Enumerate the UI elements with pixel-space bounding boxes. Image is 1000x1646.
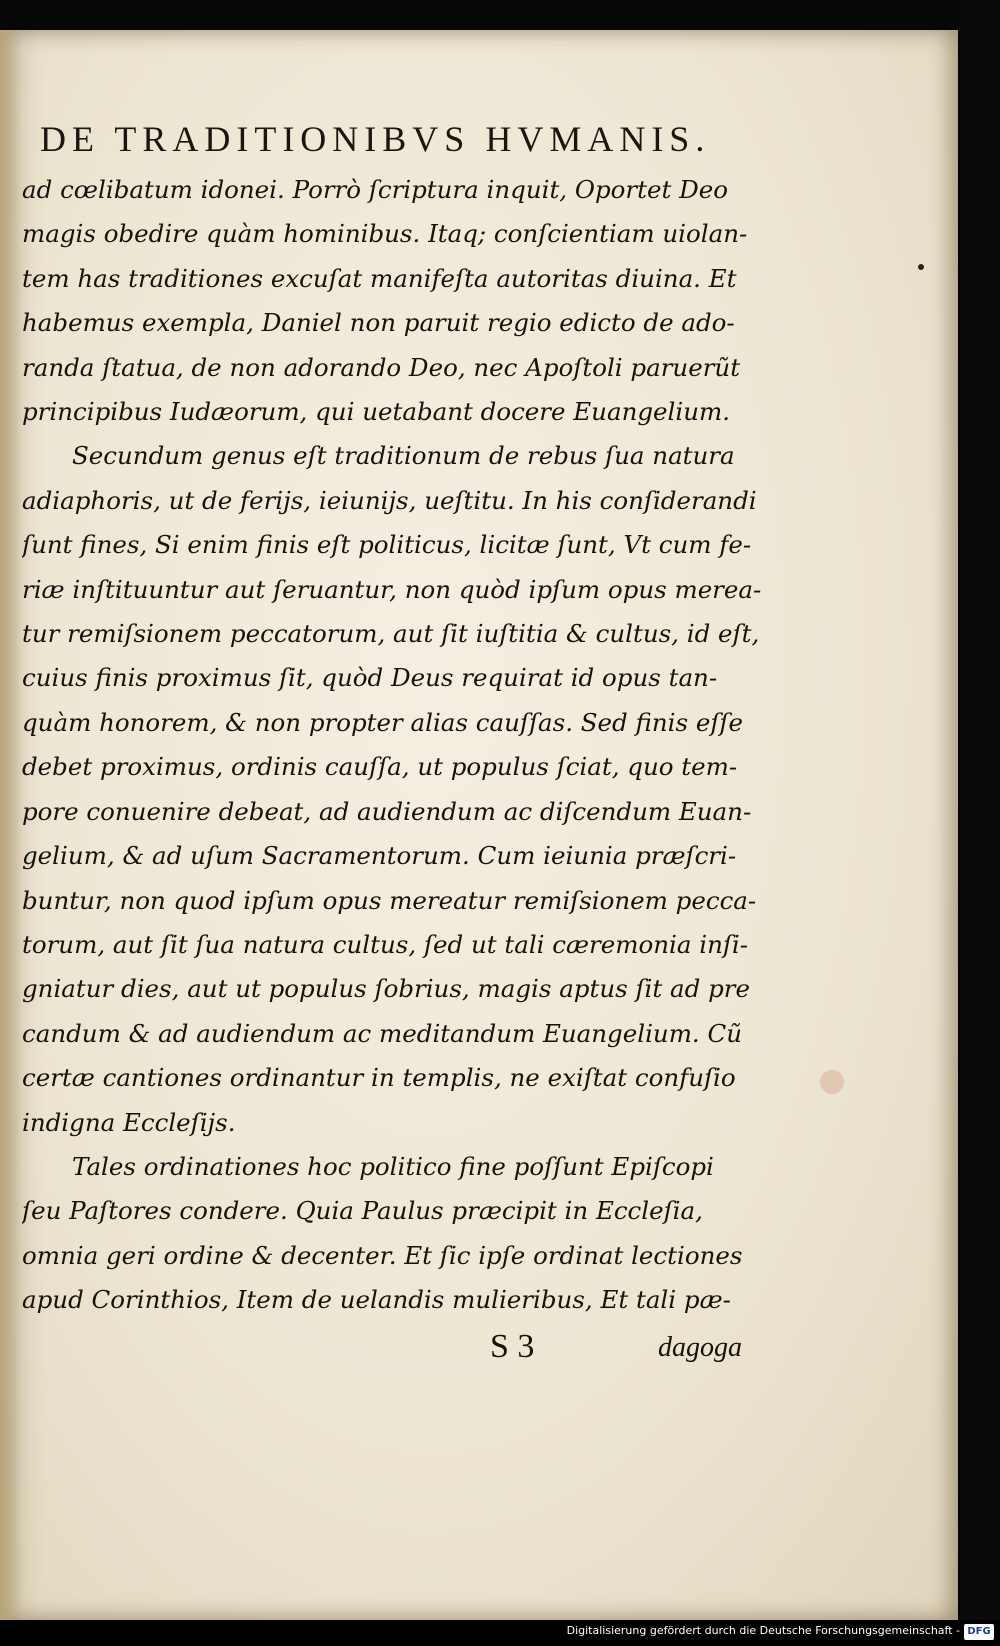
paper-stain	[820, 1070, 844, 1094]
text-line: torum, aut ſit ſua natura cultus, ſed ut tali cæremonia inſi-	[22, 929, 749, 959]
text-line: certæ cantiones ordinantur in templis, ne exiſtat confuſio	[22, 1063, 736, 1093]
text-line: gelium, & ad uſum Sacramentorum. Cum ieiunia præſcri-	[22, 841, 737, 871]
dfg-logo-icon: DFG	[964, 1624, 994, 1640]
book-page	[0, 30, 958, 1620]
text-line: cuius finis proximus ſit, quòd Deus requirat id opus tan-	[22, 663, 718, 693]
scan-right-border	[960, 0, 1000, 1646]
signature-mark: S 3	[490, 1328, 535, 1365]
text-line: adiaphoris, ut de ferijs, ieiunijs, ueſtitu. In his conſiderandi	[22, 485, 757, 515]
running-head: DE TRADITIONIBVS HVMANIS.	[40, 119, 711, 159]
text-line: buntur, non quod ipſum opus mereatur remiſsionem pecca-	[22, 885, 757, 915]
text-line: indigna Eccleſijs.	[22, 1107, 236, 1137]
text-line: omnia geri ordine & decenter. Et ſic ipſe ordinat lectiones	[22, 1240, 743, 1270]
text-line: Tales ordinationes hoc politico fine poſſunt Epiſcopi	[72, 1151, 714, 1181]
text-line: debet proximus, ordinis cauſſa, ut populus ſciat, quo tem-	[22, 752, 738, 782]
text-line: habemus exempla, Daniel non paruit regio edicto de ado-	[22, 308, 735, 338]
text-line: principibus Iudæorum, qui uetabant docere Euangelium.	[22, 397, 730, 427]
text-line: apud Corinthios, Item de uelandis mulieribus, Et tali pæ-	[22, 1285, 731, 1315]
digitization-credit: Digitalisierung gefördert durch die Deutsche Forschungsgemeinschaft -	[566, 1624, 960, 1637]
text-line: ad cœlibatum idonei. Porrò ſcriptura inquit, Oportet Deo	[22, 175, 728, 204]
text-line: ſunt fines, Si enim finis eſt politicus, licitæ ſunt, Vt cum fe-	[22, 530, 752, 560]
scan-top-border	[0, 0, 1000, 30]
page-footer	[0, 1328, 780, 1388]
text-line: Secundum genus eſt traditionum de rebus ſua natura	[72, 441, 735, 471]
text-line: riæ inſtituuntur aut ſeruantur, non quòd ipſum opus merea-	[22, 574, 762, 604]
digitization-credit-bar	[0, 1620, 1000, 1646]
text-line: ſeu Paſtores condere. Quia Paulus præcipit in Eccleſia,	[22, 1196, 703, 1226]
text-line: tur remiſsionem peccatorum, aut ſit iuſtitia & cultus, id eſt,	[22, 619, 760, 649]
text-line: quàm honorem, & non propter alias cauſſas. Sed finis eſſe	[22, 707, 743, 737]
text-line: gniatur dies, aut ut populus ſobrius, magis aptus ſit ad pre	[22, 974, 750, 1004]
text-line: pore conuenire debeat, ad audiendum ac diſcendum Euan-	[22, 796, 752, 826]
body-text	[22, 168, 782, 1323]
text-line: magis obedire quàm hominibus. Itaq; conſcientiam uiolan-	[22, 219, 748, 249]
ink-speck	[918, 264, 924, 270]
text-line: randa ſtatua, de non adorando Deo, nec Apoſtoli paruerũt	[22, 352, 741, 382]
catchword: dagoga	[658, 1332, 742, 1363]
text-line: tem has traditiones excuſat manifeſta autoritas diuina. Et	[22, 263, 737, 293]
text-line: candum & ad audiendum ac meditandum Euangelium. Cũ	[22, 1018, 743, 1048]
